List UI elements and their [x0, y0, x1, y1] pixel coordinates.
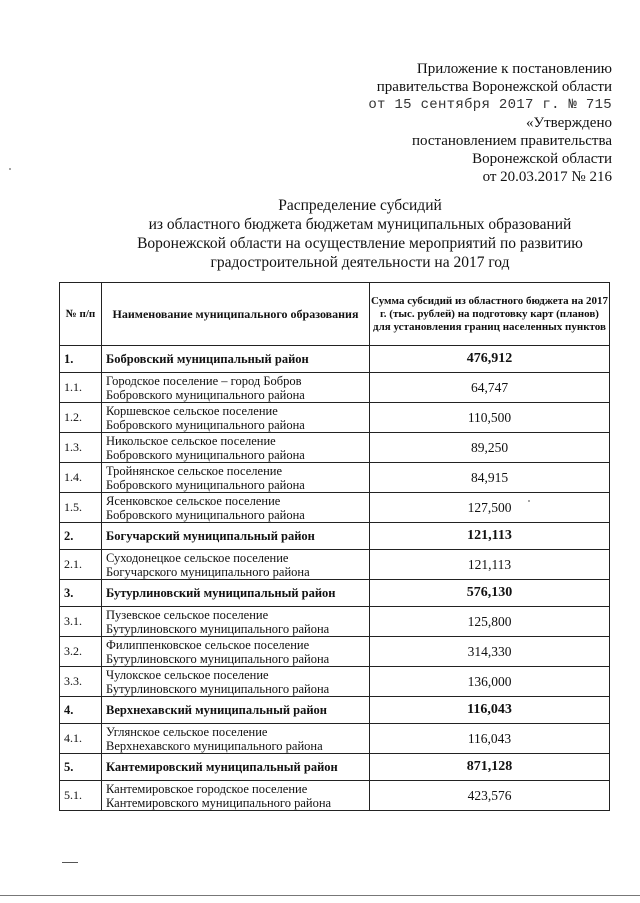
row-name-line-2: Бобровского муниципального района [106, 477, 305, 492]
column-header-amount: Сумма субсидий из областного бюджета на 2017 г. (тыс. рублей) на подготовку карт (планов) для установления границ населенных пунктов [370, 283, 610, 346]
row-amount: 64,747 [370, 373, 610, 403]
header-line-approved: «Утверждено [525, 115, 612, 131]
district-row [60, 523, 610, 550]
document-title [60, 196, 640, 272]
row-name-line-1: Богучарский муниципальный район [106, 529, 315, 543]
row-name-line-1: Углянское сельское поселение [106, 724, 268, 739]
title-line-4: градостроительной деятельности на 2017 год [210, 254, 510, 271]
row-number: 4. [60, 697, 102, 724]
row-amount: 116,043 [370, 697, 610, 724]
settlement-row [60, 403, 610, 433]
row-name [102, 403, 370, 433]
header-line-appendix: Приложение к постановлению [416, 61, 612, 77]
row-name-line-2: Бутурлиновского муниципального района [106, 621, 330, 636]
district-row [60, 580, 610, 607]
row-amount: 110,500 [370, 403, 610, 433]
row-name [102, 493, 370, 523]
row-name-line-1: Ясенковское сельское поселение [106, 493, 281, 508]
district-row [60, 754, 610, 781]
row-name [102, 724, 370, 754]
row-amount: 423,576 [370, 781, 610, 811]
row-name-line-1: Тройнянское сельское поселение [106, 463, 283, 478]
footer-mark [62, 862, 78, 863]
settlement-row [60, 373, 610, 403]
settlement-row [60, 493, 610, 523]
row-amount: 576,130 [370, 580, 610, 607]
row-amount: 89,250 [370, 433, 610, 463]
district-row [60, 346, 610, 373]
row-number: 1.3. [60, 433, 102, 463]
header-date-stamp: от 15 сентября 2017 г. № 715 [368, 97, 612, 113]
row-name-line-1: Суходонецкое сельское поселение [106, 550, 289, 565]
row-number: 4.1. [60, 724, 102, 754]
row-name [102, 550, 370, 580]
subsidy-table [59, 282, 610, 811]
row-amount: 121,113 [370, 550, 610, 580]
settlement-row [60, 724, 610, 754]
header-line-date: от 20.03.2017 № 216 [482, 169, 612, 185]
row-amount: 136,000 [370, 667, 610, 697]
settlement-row [60, 463, 610, 493]
row-name-line-2: Бутурлиновского муниципального района [106, 651, 330, 666]
row-name [102, 433, 370, 463]
row-number: 3.2. [60, 637, 102, 667]
scan-speck [9, 168, 11, 170]
row-name-line-1: Городское поселение – город Бобров [106, 373, 302, 388]
row-number: 2.1. [60, 550, 102, 580]
row-name [102, 781, 370, 811]
row-name-line-2: Бобровского муниципального района [106, 507, 305, 522]
row-name-line-2: Верхнехавского муниципального района [106, 738, 323, 753]
row-name-line-1: Коршевское сельское поселение [106, 403, 278, 418]
row-name-line-1: Пузевское сельское поселение [106, 607, 269, 622]
table-header-row [60, 283, 610, 346]
header-line-region: Воронежской области [472, 151, 612, 167]
row-amount: 476,912 [370, 346, 610, 373]
row-amount: 314,330 [370, 637, 610, 667]
row-name [102, 463, 370, 493]
district-row [60, 697, 610, 724]
title-line-1: Распределение субсидий [278, 197, 442, 214]
header-line-resolution: постановлением правительства [411, 133, 612, 149]
row-amount: 871,128 [370, 754, 610, 781]
row-name [102, 607, 370, 637]
row-number: 5. [60, 754, 102, 781]
row-name-line-2: Бобровского муниципального района [106, 447, 305, 462]
row-name [102, 373, 370, 403]
row-name-line-1: Чулокское сельское поселение [106, 667, 269, 682]
settlement-row [60, 550, 610, 580]
row-amount: 84,915 [370, 463, 610, 493]
row-number: 3.3. [60, 667, 102, 697]
table-body [60, 346, 610, 811]
row-name [102, 667, 370, 697]
row-number: 1.2. [60, 403, 102, 433]
row-number: 3. [60, 580, 102, 607]
row-name-line-1: Кантемировский муниципальный район [106, 760, 338, 774]
header-line-government: правительства Воронежской области [376, 79, 612, 95]
row-amount: 125,800 [370, 607, 610, 637]
settlement-row [60, 637, 610, 667]
row-amount: 127,500 [370, 493, 610, 523]
row-number: 2. [60, 523, 102, 550]
settlement-row [60, 607, 610, 637]
document-header [368, 60, 612, 186]
scan-speck [528, 500, 530, 502]
title-line-3: Воронежской области на осуществление мероприятий по развитию [137, 235, 583, 252]
column-header-name: Наименование муниципального образования [102, 283, 370, 346]
row-number: 1.4. [60, 463, 102, 493]
column-header-number: № п/п [60, 283, 102, 346]
row-name-line-1: Верхнехавский муниципальный район [106, 703, 328, 717]
row-number: 3.1. [60, 607, 102, 637]
row-name [102, 523, 370, 550]
row-name [102, 580, 370, 607]
row-number: 5.1. [60, 781, 102, 811]
row-name [102, 697, 370, 724]
row-name-line-1: Никольское сельское поселение [106, 433, 276, 448]
settlement-row [60, 781, 610, 811]
row-name [102, 346, 370, 373]
row-name-line-2: Бобровского муниципального района [106, 417, 305, 432]
row-name-line-1: Бутурлиновский муниципальный район [106, 586, 336, 600]
row-name [102, 754, 370, 781]
row-number: 1.1. [60, 373, 102, 403]
row-amount: 116,043 [370, 724, 610, 754]
row-name-line-1: Кантемировское городское поселение [106, 781, 308, 796]
row-name [102, 637, 370, 667]
title-line-2: из областного бюджета бюджетам муниципальных образований [148, 216, 572, 233]
row-name-line-1: Бобровский муниципальный район [106, 352, 309, 366]
row-number: 1. [60, 346, 102, 373]
row-name-line-2: Бутурлиновского муниципального района [106, 681, 330, 696]
row-name-line-2: Кантемировского муниципального района [106, 795, 332, 810]
row-name-line-2: Бобровского муниципального района [106, 387, 305, 402]
row-name-line-2: Богучарского муниципального района [106, 564, 310, 579]
settlement-row [60, 667, 610, 697]
row-number: 1.5. [60, 493, 102, 523]
row-name-line-1: Филиппенковское сельское поселение [106, 637, 310, 652]
settlement-row [60, 433, 610, 463]
row-amount: 121,113 [370, 523, 610, 550]
footer-line [0, 895, 640, 896]
